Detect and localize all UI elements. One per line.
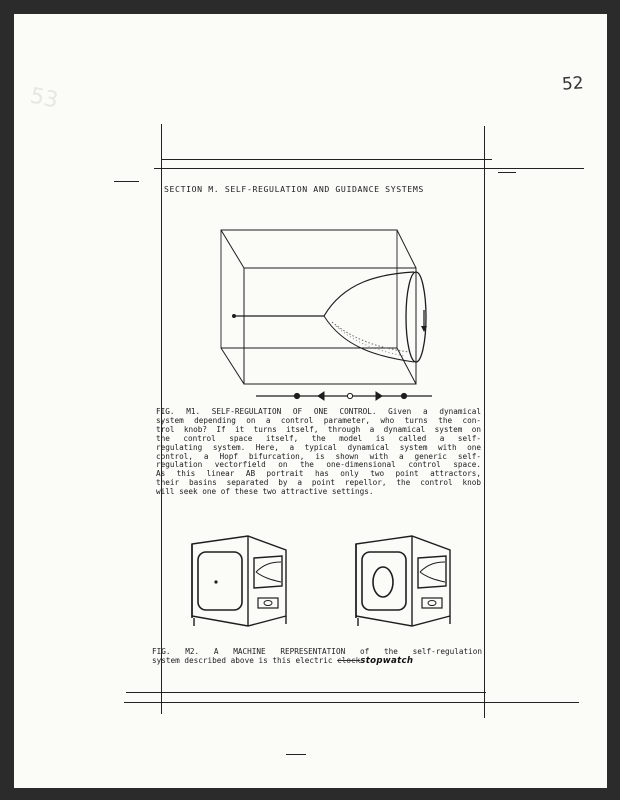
bottom-center-tick — [286, 754, 306, 755]
attractor-left — [294, 393, 299, 398]
figure-m2-machine-right — [350, 528, 460, 633]
caption-line: will seek one of these two attractive settings. — [156, 487, 374, 497]
caption-line: their basins separated by a point repellor, the control knob — [156, 478, 481, 488]
paraboloid-upper — [324, 272, 414, 316]
bottom-rule-long — [124, 702, 579, 703]
caption-line: As this linear AB portrait has only two point attractors, — [156, 469, 481, 479]
ghost-page-number: 53 — [27, 83, 61, 114]
struck-word: clock — [337, 655, 361, 665]
page-number: 52 — [561, 73, 585, 95]
control-phase-line — [256, 392, 432, 400]
caption-text: system described above is this electric — [152, 655, 338, 665]
caption-line: regulating system. Here, a typical dynamical system with one — [156, 442, 481, 452]
caption-line: FIG. M1. SELF-REGULATION OF ONE CONTROL. Given a dynamical — [156, 407, 481, 416]
box-front-face — [244, 268, 416, 384]
figure-m2-machine-left — [186, 528, 296, 633]
caption-line: the control space itself, the model is called a self- — [156, 433, 481, 443]
bottom-rule — [126, 692, 486, 693]
caption-line: trol knob? If it turns itself, through a dynamical system on — [156, 424, 481, 434]
caption-line-2 — [152, 657, 482, 666]
figure-m1-diagram — [204, 222, 444, 402]
figure-m1-caption — [156, 408, 481, 497]
right-margin-tick — [498, 172, 516, 173]
top-rule — [162, 159, 492, 160]
top-rule-long — [154, 168, 584, 169]
caption-line: system depending on a control parameter, who turns the con- — [156, 415, 481, 425]
box-back-face — [221, 230, 397, 348]
caption-line: regulation vectorfield on the one-dimensional control space. — [156, 460, 481, 470]
caption-line: control, a Hopf bifurcation, is shown with a generic self- — [156, 451, 481, 461]
document-page — [14, 14, 607, 788]
caption-line: FIG. M2. A MACHINE REPRESENTATION of the self-regulation — [152, 647, 482, 656]
figure-m2-caption — [152, 648, 482, 666]
repellor-center — [347, 393, 352, 398]
right-frame-line — [484, 126, 485, 718]
handwritten-correction: stopwatch — [360, 655, 414, 666]
section-title: SECTION M. SELF-REGULATION AND GUIDANCE SYSTEMS — [164, 184, 424, 194]
attractor-right — [401, 393, 406, 398]
left-margin-tick — [114, 181, 139, 182]
